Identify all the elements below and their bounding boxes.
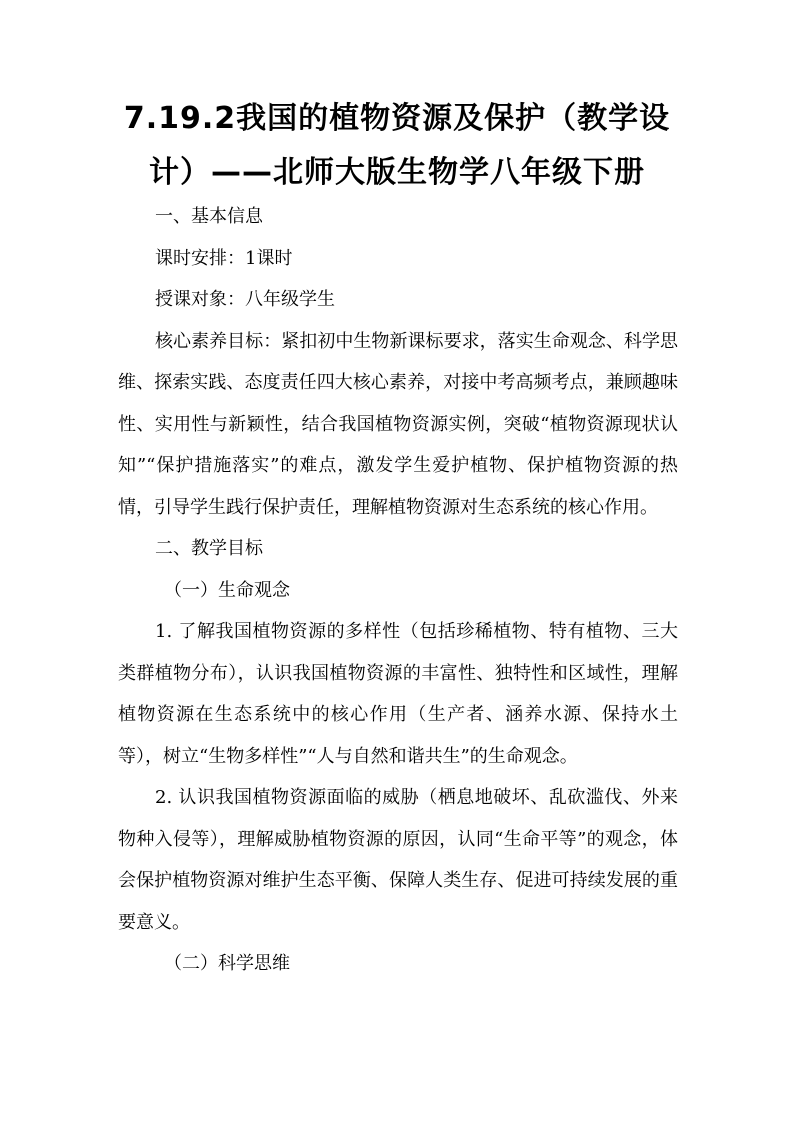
section-heading-basic-info: 一、基本信息	[155, 206, 263, 227]
section-heading-teaching-goals: 二、教学目标	[155, 538, 263, 559]
goal-item-1: 1. 了解我国植物资源的多样性（包括珍稀植物、特有植物、三大类群植物分布），认识我国植物资源的丰富性、独特性和区域性，理解植物资源在生态系统中的核心作用（生产者、涵养水源、保持水土等），树立“生物多样性”“人与自然和谐共生”的生命观念。	[118, 621, 678, 767]
core-literacy-paragraph: 核心素养目标：紧扣初中生物新课标要求，落实生命观念、科学思维、探索实践、态度责任四大核心素养，对接中考高频考点，兼顾趣味性、实用性与新颖性，结合我国植物资源实例，突破“植物资源现状认知”“保护措施落实”的难点，激发学生爱护植物、保护植物资源的热情，引导学生践行保护责任，理解植物资源对生态系统的核心作用。	[118, 330, 678, 518]
audience-line: 授课对象：八年级学生	[155, 289, 335, 310]
lesson-schedule-line: 课时安排：1课时	[155, 247, 293, 269]
subheading-science-thinking: （二）科学思维	[164, 953, 290, 974]
subheading-life-concept: （一）生命观念	[164, 579, 290, 601]
document-body	[118, 196, 678, 985]
goal-item-2: 2. 认识我国植物资源面临的威胁（栖息地破坏、乱砍滥伐、外来物种入侵等），理解威胁植物资源的原因，认同“生命平等”的观念，体会保护植物资源对维护生态平衡、保障人类生存、促进可持续发展的重要意义。	[118, 787, 678, 933]
document-title: 7.19.2我国的植物资源及保护（教学设计）——北师大版生物学八年级下册	[123, 101, 671, 190]
